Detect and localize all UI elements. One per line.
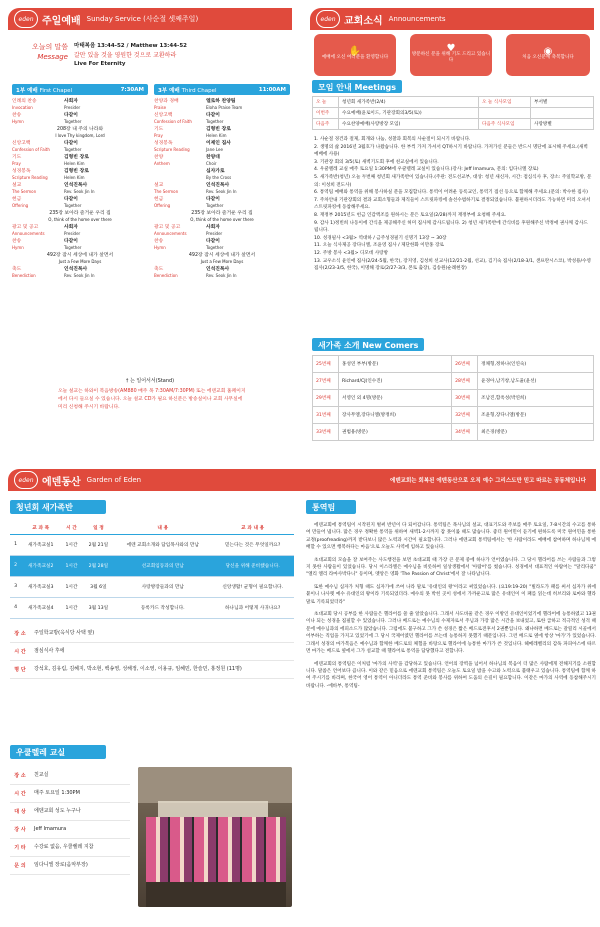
service-item-label: 찬송: [12, 113, 22, 118]
service-item: [12, 267, 148, 281]
announcement-item: 8. 재정부 2015년도 헌금 인감액조를 원하시는 분은 토요일(2/28)까지 재정부에 요청해 주세요.: [314, 212, 507, 218]
service-item-leader-en: Helen Kim: [64, 174, 85, 180]
info-row: 시 간 매주 토요일 1:30PM: [10, 785, 130, 803]
announcement-item: 1. 사순절 경건과 절제, 회개와 나눔, 성찰과 회복의 사순절이 되시기 바랍니다.: [314, 137, 471, 142]
service-item-leader: 인석진목사: [206, 267, 230, 272]
info-row: 문 의 임다니엘 장로(음악부장): [10, 857, 130, 875]
service-item-leader: 사회자: [64, 225, 78, 230]
translation-title: 통역팀: [306, 500, 356, 514]
service-item: [154, 155, 290, 169]
service-item-leader: 다같이: [206, 113, 220, 118]
service-item-leader: 인석진목사: [64, 183, 88, 188]
service-item-leader: 인석진목사: [206, 183, 230, 188]
service-item-leader: 찬양대: [206, 155, 220, 160]
youth-table-row: 3 새가족교실3 1시간 3월 6일 사랑방장들과의 만남 신앙생활! 균형이 필요합니다.: [10, 576, 294, 597]
service-item-leader-en: Presider: [206, 230, 223, 236]
youth-class-title: 청년회 새가족반: [10, 500, 106, 514]
service-item: [154, 99, 290, 113]
service-item-leader: 엘로하 찬양팀: [206, 99, 236, 104]
hymn-line: 235장 보아라 즐거운 우리 집 O, think of the home over there: [190, 211, 254, 222]
service-item-label-en: Confession of Faith: [154, 118, 192, 124]
service-item-leader: 다같이: [206, 239, 220, 244]
service-item-leader-en: Together: [206, 202, 224, 208]
announcement-item: 5. 새가족반(청년) 오늘 두번째 청년회 새가족반이 있습니다.(주관: 전도선교부, 대상: 청년 새신자, 시간: 점심식사 후, 장소: 주일학교방, 문의: 이성희 전도사): [314, 174, 592, 188]
ukulele-photo: [138, 767, 292, 907]
service-item-leader-en: By the Cross: [206, 174, 232, 180]
service-item-leader-en: Together: [64, 244, 82, 250]
service-item-label-en: Benediction: [12, 272, 36, 278]
service-item-leader-en: Together: [206, 118, 224, 124]
service-item-label: 찬송: [12, 239, 22, 244]
garden-banner: [8, 469, 596, 491]
service-item-leader-en: Jane Lee: [206, 146, 223, 152]
service-item-label-en: Hymn: [12, 118, 24, 124]
service-item-leader: 인석진목사: [64, 267, 88, 272]
service-item-leader: 이제인 집사: [206, 141, 231, 146]
eden-logo-3: eden: [14, 471, 38, 489]
announcement-item: 4. 우쿨렐레 교실 매주 토요일 1:30PM에 우쿨렐레 교실이 있습니다.(강사: Jeff Imamura, 문의: 임다니엘 장로): [314, 167, 539, 173]
youth-table-row: 1 새가족교실1 1시간 2월 21일 에덴 교회소개와 담임목사와의 만남 믿는다는 것은 무엇일까요?: [10, 534, 294, 555]
service-item: [154, 197, 290, 211]
youth-table-row: 4 새가족교실4 1시간 3월 13일 등록카드 작성합니다. 하나님과 어떻게 사귀나요?: [10, 597, 294, 618]
translation-paragraph: 에덴교회의 통역팀은 이처럼 '마가의 사역'을 감당하고 있습니다. 언어의 장벽을 넘어서 하나님의 복음이 더 많은 사람에게 전해지기를 소원합니다. 말씀은 언어보다 큽니다. 이와 같은 믿음으로 에덴교회 통역팀은 오늘도 토요일 밤을 수고와 노력으로 불태우고 있습니다. 통역팀에 함께 하여 주시기를 바라며, 한국어 영어 통역이 아니더라도 통역 준비와 봉사를 위하여 도움의 손길이 필요합니다. 이같은 마가의 사역에 동참해주시기 바랍니다. -에바부, 통역팀-: [306, 661, 596, 689]
service-item-leader-en: Eloha Praise Team: [206, 104, 243, 110]
newcomer-row: 25번째 홍성연 부부(방문) 26번째 정채형,정하나(인연숙): [313, 356, 594, 373]
service-item-leader-en: Together: [64, 118, 82, 124]
service-item-label-en: The Sermon: [154, 188, 179, 194]
heart-icon: ♥: [446, 43, 456, 54]
translation-paragraph: 또한 예수님 십자가 처형 때도 십자가에 쓰여 나라 말로 '유대인의 왕'이라고 써있었습니다. (요19:19-20) "빌라도가 패를 써서 십자가 위에 붙이니 나사렛 예수 유대인의 왕이라 기록되었더라. 예수의 못 박힌 곳이 성에서 가까운고로 많은 유대인이 이 패를 읽는데 히브리와 로마와 헬라 말로 기록되었더라": [306, 584, 596, 605]
sermon-title-en: Live For Eternity: [74, 61, 126, 67]
service-item-label-en: Invocation: [12, 104, 33, 110]
youth-table-row: 2 새가족교실2 1시간 2월 28일 선교회임동과의 만남 당신을 위해 준비했습니다.: [10, 555, 294, 576]
service-item: [12, 197, 148, 211]
service-item: [12, 239, 148, 253]
eden-logo: eden: [14, 10, 38, 28]
announcements-title: 교회소식: [344, 15, 383, 27]
ukulele-title: 우쿨렐레 교실: [10, 745, 106, 759]
service-item-label: 기도: [12, 155, 22, 160]
service-item-label-en: Pray: [154, 132, 163, 138]
service-item: [154, 183, 290, 197]
newcomer-card: ◉ 처음 오신분께 축복합니다: [506, 34, 590, 76]
newcomer-row: 31번째 장사무엘,장다니엘(방정희) 32번째 조윤형,장다니엘(방문): [313, 407, 594, 424]
ukulele-class: [10, 745, 294, 875]
service-item-label: 설교: [154, 183, 164, 188]
service-item: [12, 141, 148, 155]
service-item-leader: 다같이: [64, 239, 78, 244]
announcement-item: 3. 기관장 회의 3/5(토) 새벽기도회 후에 친교실에서 있습니다.: [314, 159, 439, 165]
sermon-label: 오늘의 말씀: [31, 43, 68, 51]
service-item: [12, 155, 148, 169]
service-item-label-en: Announcements: [154, 230, 187, 236]
announcement-item: 11. 오늘 식사제공 장다니엘, 조윤영 집사 / 제단한화 이만홍 장로: [314, 243, 444, 249]
service-item-label: 설교: [12, 183, 22, 188]
service-item-leader-en: Rev. Seok Jin In: [64, 272, 95, 278]
service-item-leader: 다같이: [206, 197, 220, 202]
service-item-label: 신앙고백: [12, 141, 31, 146]
service-item-leader-en: Rev. Seok Jin In: [206, 272, 237, 278]
service-item-label: 축도: [154, 267, 164, 272]
service-item-leader: 사회자: [206, 225, 220, 230]
hymn-line: 492장 잠시 세상에 내가 살면서 Just a Few More Days: [188, 253, 256, 264]
service-item: [154, 225, 290, 239]
service-item-label: 찬양과 경배: [154, 99, 179, 104]
sunday-service-title: 주일예배: [42, 15, 81, 27]
translation-paragraph: 에덴교회에 통역팀이 시작된지 벌써 반년이 다 되어갑니다. 통역팀은 목사님의 설교, 대표기도와 주보를 매주 토요일, 7-8시간의 수고를 통하여 만들어 냅니다. 많은 경우 정확한 통역을 위하여 새벽1-2시까지 잠 못이룰 때도 많습니다. 좋더 원어민이 듣기에 편하도록 미국 원어민을 통한교정(proofreading)까지 받다보니 많은 노력과 시간이 필요합니다. 그러나 에덴교회 통역팀에서는 '한 사람이라도 예배에 참여하며 하나님께 예배할 수 있으면 행복하다는 마음'으로 오늘도 사역에 임하고 있습니다.: [306, 523, 596, 551]
service-item-label: 광고 및 공고: [12, 225, 39, 230]
camera-icon: ◉: [543, 46, 553, 57]
service-item-leader-en: Helen Kim: [64, 160, 85, 166]
info-row: 대 상 에덴교회 성도 누구나: [10, 803, 130, 821]
service-item: [12, 169, 148, 183]
service-item-leader: 김형빈 장로: [64, 169, 89, 174]
garden-subtitle: Garden of Eden: [86, 476, 142, 484]
service-item-label-en: Anthem: [154, 160, 170, 166]
eden-logo-2: eden: [316, 10, 340, 28]
service-item-leader: 김형빈 장로: [64, 155, 89, 160]
service-item-label: 인례의 찬송: [12, 99, 37, 104]
meeting-row: 오 늘 청년회 새가족반(2/4) 오 늘 식사모임 부서별: [313, 97, 594, 108]
service-item-label: 찬양: [154, 155, 164, 160]
service-item: [154, 267, 290, 281]
service-item-leader-en: Together: [64, 146, 82, 152]
newcomer-row: 29번째 서영인 외 4명(방문) 30번째 조남진,함옥성(박연희): [313, 390, 594, 407]
service-item-label-en: The Sermon: [12, 188, 37, 194]
service-item-leader: 김형빈 장로: [206, 127, 231, 132]
meetings: [312, 80, 594, 130]
info-row: 기 타 수강료 없음, 우쿨렐레 지참: [10, 839, 130, 857]
newcomers-title: 새가족 소개 New Comers: [312, 338, 424, 351]
welcome-card: ✋ 예배에 오신 여러분을 환영합니다: [314, 34, 396, 76]
announcement-item: 6. 통역팀 예배와 통역을 위해 봉사하실 분을 모집합니다. 통역이 어려운 등록교인, 통역기 접선 등으로 함께해 주세요.(문의: 박수한 집사): [314, 190, 588, 196]
service-item: [12, 183, 148, 197]
translation-paragraph: 초대교회의 모습을 잘 보여주는 사도행전을 보면 초대교회 때 가장 큰 문제 중에 하나가 언어였습니다. 그 당시 헬라어를 쓰는 사람들과 그렇지 못한 사람들이 있었습니다. 당시 이스라엘은 예수님을 비롯하여 일상생활에서 '아람어'를 썼습니다. 성경에서 대표적인 아람어는 "달리다쿰" "엘리 엘리 라마사박다니" 등이며, 멧앙은 영화 'The Passion of Christ'에서 잘 나타납니다.: [306, 557, 596, 578]
newcomer-row: 27번째 Richard/CJ(인수진) 28번째 윤경아,남기창,남도율(윤선): [313, 373, 594, 390]
service-item-leader: 다같이: [64, 197, 78, 202]
service-item-label-en: Pray: [12, 160, 21, 166]
service-item-label-en: Scripture Reading: [12, 174, 48, 180]
service-item-label: 축도: [12, 267, 22, 272]
service-item: [12, 99, 148, 113]
service-item-label-en: Benediction: [154, 272, 178, 278]
announcements-subtitle: Announcements: [388, 15, 446, 23]
announcements-banner: [310, 8, 594, 30]
garden-title: 에덴동산: [42, 476, 81, 488]
announcement-item: 12. 주방 봉사 <3월> 디모데 사랑방: [314, 250, 389, 256]
info-row: 장 소 주일학교방(옥식당 사택 옆): [10, 625, 294, 643]
service-item-label: 찬송: [154, 239, 164, 244]
sermon-title: 갈만 있을 것을 영원한 것으로 교환하라: [74, 52, 177, 59]
service-item: [154, 239, 290, 253]
service-item: [154, 113, 290, 127]
service-item-label: 헌금: [12, 197, 22, 202]
service-item: [154, 127, 290, 141]
service-item-leader: 다같이: [64, 113, 78, 118]
hymn-line: 235장 보아라 즐거운 우리 집 O, think of the home over there: [48, 211, 112, 222]
translation-paragraph: 초대교회 당시 공부를 한 사람들은 헬라어를 쓸 줄 알았습니다. 그래서 사도바울 같은 경우 이방인 유대인이었기에 헬라어에 능통하였고 13권이나 되는 성경을 집필할 수 있었습니다. 그러나 베드로는 예수님의 수제자로서 주님과 가장 많은 시간을 보내었고, 또한 급하고 적극적인 성격 때문에 예수님과의 에피소드가 많았습니다. 그럼에도 불구하고 그가 쓴 성경은 짧은 베드로전후서 2권뿐입니다. 왜냐하면 베드로는 갈릴리 시골에서 어부하는 직업을 가지고 있었기에 그 당시 국제어였던 헬라어를 쓰는데 능통하지 못했기 때문입니다. 그런 베드로 옆에 항상 '마가'가 있었습니다. 그래서 성경의 마가복음은 예수님과 함께한 베드로의 체험을 바탕으로 헬라어에 능통한 마가가 쓴 것입니다. 헤메레벨리의 감독 파피아스에 따르면 마가는 베드로 옆에서 그가 설교할 때 헬라어로 통역을 담당했다고 전합니다.: [306, 612, 596, 655]
sermon-notice: 오늘 설교는 하와이 복음방송(AM880 매주 목 7:30AM/7:30PM) 또는 에덴교회 홈페이지에서 다시 들으실 수 있습니다. 오늘 설교 CD가 필요 하신분은 방송실이나 교회 사무실에 미리 신청해 주시기 바랍니다.: [58, 389, 246, 410]
announcement-item: 10. 성경필사 <3월> 역대하 / 금주성경필기 신명기 13장 ~ 30장: [314, 235, 447, 241]
service-item-label: 성경봉독: [154, 141, 173, 146]
pray-card: ♥ 방문하신 분을 위해 기도 드리고 있습니다: [410, 34, 492, 76]
stand-note: † 는 일어서서(Stand): [125, 378, 175, 384]
service-item-label-en: Offering: [154, 202, 171, 208]
info-row: 시 간 점심식사 후에: [10, 643, 294, 661]
announcement-item: 2. 생명의 삶 2016년 3월호가 나왔습니다. 한 부씩 가져 가셔서 QT하시기 바랍니다. 가져가신 분들은 반드시 명단에 표시해 주세요.(새벽예배에 사용): [314, 144, 588, 158]
first-chapel: [12, 84, 148, 281]
service-item-leader-en: Helen Kim: [206, 132, 227, 138]
youth-table-header: 교 과 목 시 간 일 정 내 용 교 과 내 용: [10, 522, 294, 534]
translation-team: [306, 500, 596, 695]
service-item-label-en: Offering: [12, 202, 29, 208]
service-item-label: 광고 및 공고: [154, 225, 181, 230]
sermon-block: [8, 40, 292, 76]
service-item-leader-en: Rev. Seok Jin In: [64, 188, 95, 194]
newcomer-row: 33번째 권범용(방문) 34번째 최은경(방문): [313, 424, 594, 441]
service-item-leader-en: Presider: [64, 104, 81, 110]
service-item-leader: 사회자: [64, 99, 78, 104]
sunday-service-subtitle: Sunday Service (사순절 셋째주일): [86, 15, 199, 23]
third-chapel-header: 3부 예배 Third Chapel 11:00AM: [154, 84, 290, 95]
info-row: 장 소 친교실: [10, 767, 130, 785]
info-row: 명 단 강석호, 김유림, 김혜지, 박소현, 백송영, 성해정, 이소영, 이용규, 임혜민, 한슬민, 홍정원 (11명): [10, 661, 294, 679]
newcomers: [312, 338, 594, 441]
garden-motto: 에덴교회는 회복된 에덴동산으로 오직 예수 그리스도만 믿고 따르는 공동체입니다: [390, 478, 586, 484]
handshake-icon: ✋: [348, 46, 362, 57]
service-item-label-en: Announcements: [12, 230, 45, 236]
meeting-row: 다음주 수요찬양예배(사랑방장 모임) 다음주 식사모임 사랑방별: [313, 119, 594, 130]
service-item-label-en: Hymn: [154, 244, 166, 250]
service-item-label: 기도: [154, 127, 164, 132]
service-item: [12, 113, 148, 127]
service-item-leader-en: Together: [64, 202, 82, 208]
sunday-service-banner: [8, 8, 292, 30]
service-item-leader-en: Together: [206, 244, 224, 250]
announcement-list: [314, 136, 592, 273]
service-item-leader: 다같이: [64, 141, 78, 146]
service-item-leader-en: Presider: [64, 230, 81, 236]
service-item-label: 성경봉독: [12, 169, 31, 174]
service-item-label-en: Praise: [154, 104, 167, 110]
third-chapel: [154, 84, 290, 281]
meetings-title: 모임 안내 Meetings: [312, 80, 402, 93]
youth-class: [10, 500, 294, 679]
service-item-label-en: Confession of Faith: [12, 146, 50, 152]
service-item-leader-en: Choir: [206, 160, 217, 166]
service-item-label: 신앙고백: [154, 113, 173, 118]
service-item-label: 헌금: [154, 197, 164, 202]
sermon-verse: 마태복음 13:44-52 / Matthew 13:44-52: [74, 43, 187, 49]
info-row: 강 사 Jeff Imamura: [10, 821, 130, 839]
hymn-line: 208장 내 주의 나라와 I love Thy kingdom, Lord: [55, 127, 105, 138]
service-item-label-en: Scripture Reading: [154, 146, 190, 152]
sermon-label-en: Message: [37, 53, 68, 61]
meeting-row: 이번주 수요예배(윤로이드, 기관장회의3/5(토)): [313, 108, 594, 119]
announcement-item: 9. 감사 1)정빈희 나동이에 간식을 제공해주신 허미 집사께 감사드립니다. 2) 청년 새가족반에 간식비를 후원해주신 박정애 권사께 감사드립니다.: [314, 220, 588, 234]
announcement-item: 7. 주차안내 기관장회의 결과 교회소형들과 제직들이 스트릿파킹에 솔선수범하기로 결정되었습니다. 불편하시더라도 가능하면 미리 오셔서 스트릿파킹에 동참해주세요.: [314, 197, 591, 211]
hymn-line: 492장 잠시 세상에 내가 살면서 Just a Few More Days: [46, 253, 114, 264]
announcement-item: 13. 교우소식 윤인애 집사(2/24-5월, 한국), 장지영, 김성희 선교사(12/21-2월, 선교), 김기숙 집사(2/18-3/1, 샌프란시스코), 박성용/수영 집사(2/23-3/5, 한국), 이명해 장로(2/27-3/3, 본토 출장), 김송원(순례현장): [314, 258, 591, 272]
service-item-leader-en: Rev. Seok Jin In: [206, 188, 237, 194]
service-item-leader: 십자가로: [206, 169, 225, 174]
first-chapel-header: 1부 예배 First Chapel 7:30AM: [12, 84, 148, 95]
service-item: [154, 141, 290, 155]
service-item-label-en: Hymn: [12, 244, 24, 250]
service-item: [12, 225, 148, 239]
service-item: [154, 169, 290, 183]
